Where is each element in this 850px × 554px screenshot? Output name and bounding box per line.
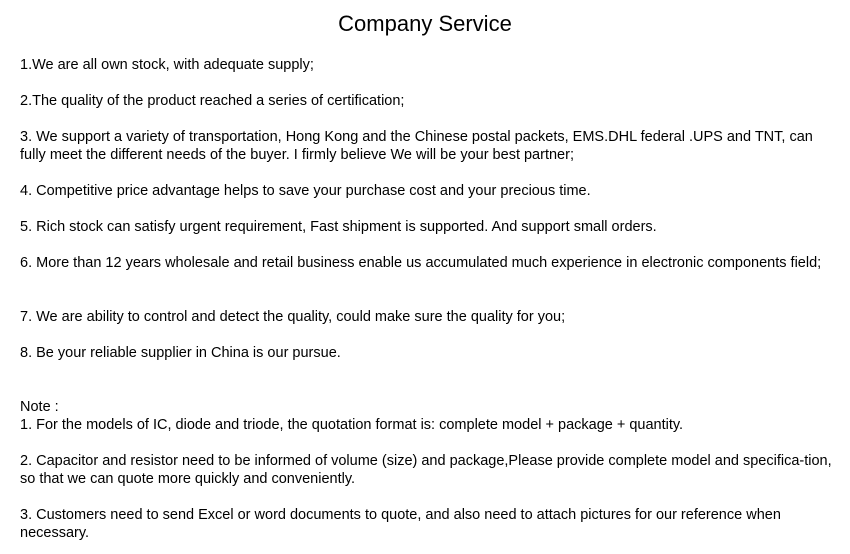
note-item-1: 1. For the models of IC, diode and triode, the quotation format is: complete model + package + quantity.: [20, 417, 684, 433]
note-item-3: 3. Customers need to send Excel or word documents to quote, and also need to attach pictures for our reference when necessary.: [20, 507, 781, 541]
service-item-4: 4. Competitive price advantage helps to save your purchase cost and your precious time.: [20, 183, 591, 199]
service-item-7: 7. We are ability to control and detect the quality, could make sure the quality for you;: [20, 309, 566, 325]
service-item-6: 6. More than 12 years wholesale and retail business enable us accumulated much experience in electronic components field;: [20, 255, 822, 271]
service-item-8: 8. Be your reliable supplier in China is our pursue.: [20, 345, 341, 361]
note-heading: Note :: [20, 399, 59, 415]
service-item-5: 5. Rich stock can satisfy urgent requirement, Fast shipment is supported. And support small orders.: [20, 219, 657, 235]
service-item-3: 3. We support a variety of transportation, Hong Kong and the Chinese postal packets, EMS.DHL federal .UPS and TNT, can fully meet the different needs of the buyer. I firmly believe We will be your best partner;: [20, 129, 813, 163]
page-title: Company Service: [338, 11, 512, 36]
service-item-1: 1.We are all own stock, with adequate supply;: [20, 57, 314, 73]
note-item-2: 2. Capacitor and resistor need to be informed of volume (size) and package,Please provide complete model and specifica-tion, so that we can quote more quickly and conveniently.: [20, 453, 832, 487]
service-item-2: 2.The quality of the product reached a series of certification;: [20, 93, 405, 109]
